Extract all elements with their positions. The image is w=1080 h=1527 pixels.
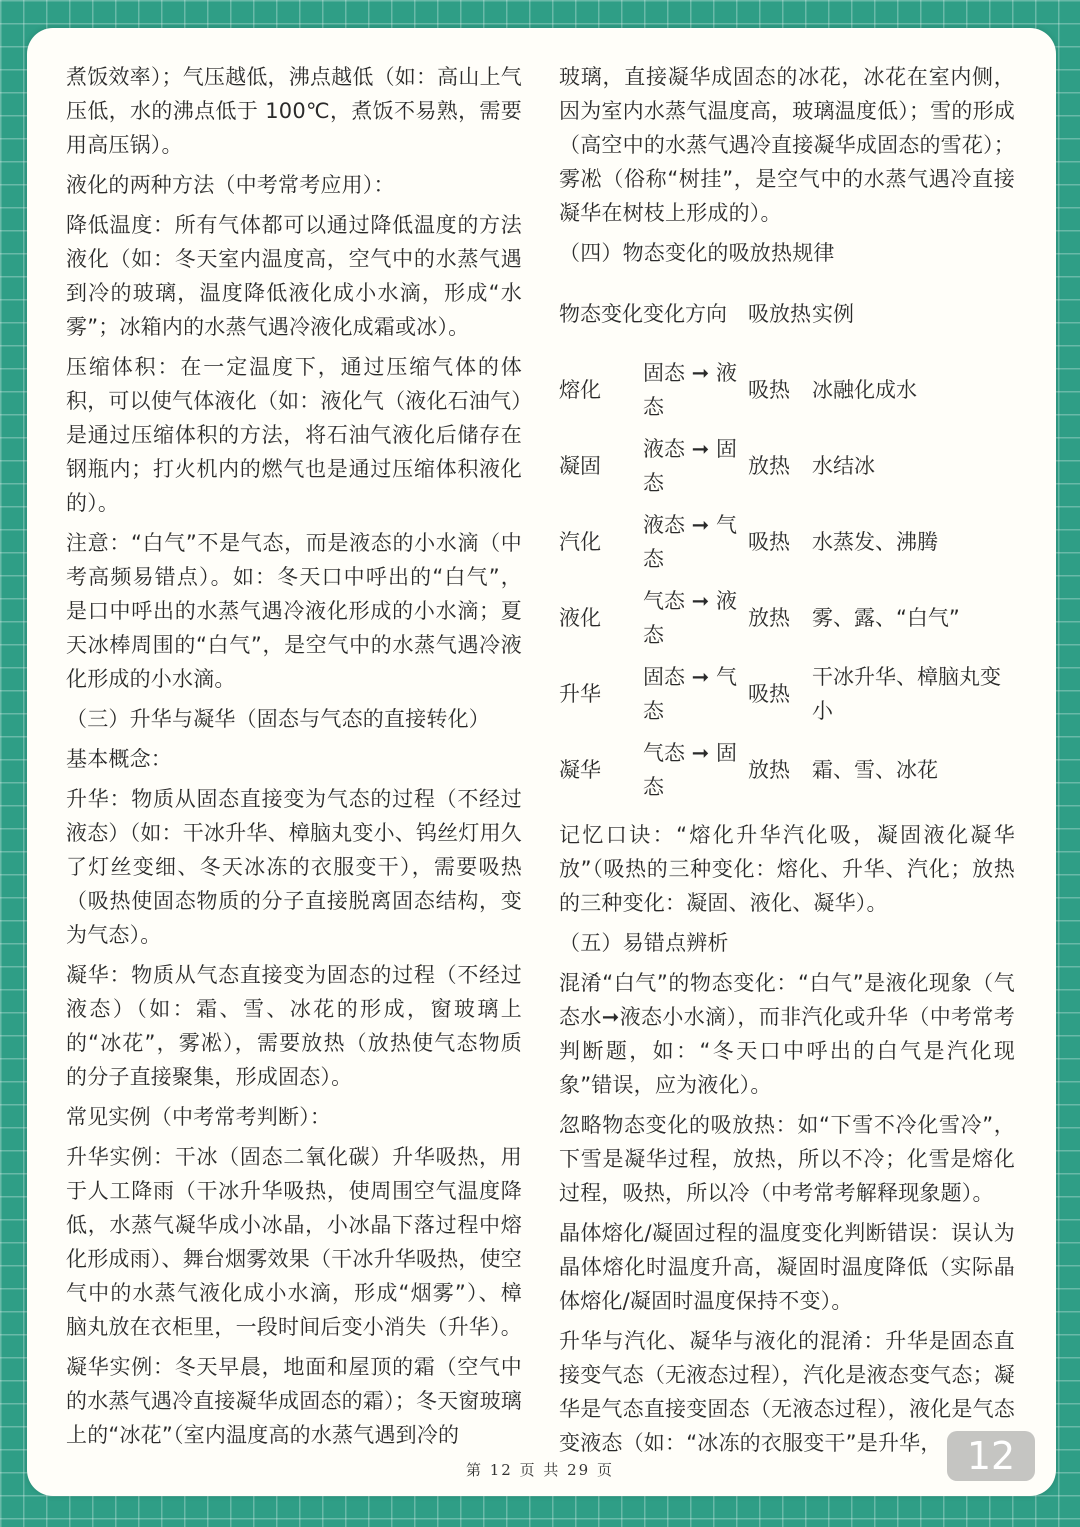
table-cell-direction: 液态 ➞ 气态 — [643, 513, 737, 571]
phase-change-table — [559, 276, 1017, 808]
left-column — [66, 60, 522, 1458]
table-cell-example: 干冰升华、樟脑丸变小 — [812, 665, 1001, 723]
table-cell-heat: 放热 — [748, 454, 790, 478]
table-header-change: 物态变化 — [559, 302, 643, 326]
table-cell-change: 熔化 — [559, 378, 601, 402]
section-heading-sublimation: （三）升华与凝华（固态与气态的直接转化） — [66, 707, 490, 731]
table-row — [559, 352, 1017, 428]
table-cell-direction: 固态 ➞ 气态 — [643, 665, 737, 723]
table-cell-example: 雾、露、“白气” — [812, 606, 960, 630]
right-column — [559, 60, 1015, 1466]
table-cell-change: 升华 — [559, 682, 601, 706]
paragraph-boiling-pressure: 煮饭效率）；气压越低，沸点越低（如：高山上气压低，水的沸点低于 100℃，煮饭不易熟，需要用高压锅）。 — [66, 65, 522, 157]
table-row — [559, 656, 1017, 732]
table-header-example: 实例 — [812, 302, 854, 326]
table-cell-heat: 吸热 — [748, 530, 790, 554]
page-number-badge: 12 — [947, 1431, 1035, 1481]
table-cell-change: 凝固 — [559, 454, 601, 478]
table-header-row — [559, 276, 1017, 352]
paragraph-deposition-definition: 凝华：物质从气态直接变为固态的过程（不经过液态）（如：霜、雪、冰花的形成，窗玻璃上的“冰花”，雾凇），需要放热（放热使气态物质的分子直接聚集，形成固态）。 — [66, 963, 522, 1089]
table-cell-example: 冰融化成水 — [812, 378, 917, 402]
table-cell-direction: 液态 ➞ 固态 — [643, 437, 737, 495]
table-cell-direction: 气态 ➞ 液态 — [643, 589, 737, 647]
table-cell-change: 汽化 — [559, 530, 601, 554]
table-cell-example: 水结冰 — [812, 454, 875, 478]
paragraph-white-gas-note: 注意：“白气”不是气态，而是液态的小水滴（中考高频易错点）。如：冬天口中呼出的“白气”，是口中呼出的水蒸气遇冷液化形成的小水滴；夏天冰棒周围的“白气”，是空气中的水蒸气遇冷液化形成的小水滴。 — [66, 531, 522, 691]
heading-common-examples: 常见实例（中考常考判断）： — [66, 1105, 332, 1129]
table-cell-example: 水蒸发、沸腾 — [812, 530, 938, 554]
paragraph-mistake-crystal: 晶体熔化/凝固过程的温度变化判断错误：误认为晶体熔化时温度升高，凝固时温度降低（实际晶体熔化/凝固时温度保持不变）。 — [559, 1221, 1015, 1313]
table-row — [559, 732, 1017, 808]
table-cell-heat: 放热 — [748, 606, 790, 630]
paragraph-compress-volume: 压缩体积：在一定温度下，通过压缩气体的体积，可以使气体液化（如：液化气（液化石油气）是通过压缩体积的方法，将石油气液化后储存在钢瓶内；打火机内的燃气也是通过压缩体积液化的）。 — [66, 355, 522, 515]
table-cell-direction: 固态 ➞ 液态 — [643, 361, 737, 419]
table-cell-direction: 气态 ➞ 固态 — [643, 741, 737, 799]
table-header-heat: 吸放热 — [748, 302, 811, 326]
table-cell-example: 霜、雪、冰花 — [812, 758, 938, 782]
paragraph-sublimation-examples: 升华实例：干冰（固态二氧化碳）升华吸热，用于人工降雨（干冰升华吸热，使周围空气温度降低，水蒸气凝华成小冰晶，小冰晶下落过程中熔化形成雨）、舞台烟雾效果（干冰升华吸热，使空气中的水蒸气液化成小水滴，形成“烟雾”）、樟脑丸放在衣柜里，一段时间后变小消失（升华）。 — [66, 1145, 522, 1339]
table-cell-heat: 吸热 — [748, 682, 790, 706]
paragraph-mistake-white-gas: 混淆“白气”的物态变化：“白气”是液化现象（气态水➞液态小水滴），而非汽化或升华（中考常考判断题，如：“冬天口中呼出的白气是汽化现象”错误，应为液化）。 — [559, 971, 1015, 1097]
table-header-direction: 变化方向 — [643, 302, 727, 326]
page-footer: 第 12 页 共 29 页 — [465, 1461, 614, 1479]
heading-basic-concepts: 基本概念： — [66, 747, 172, 771]
paragraph-deposition-continued: 玻璃，直接凝华成固态的冰花，冰花在室内侧，因为室内水蒸气温度高，玻璃温度低）；雪的形成（高空中的水蒸气遇冷直接凝华成固态的雪花）；雾凇（俗称“树挂”，是空气中的水蒸气遇冷直接凝华在树枝上形成的）。 — [559, 65, 1015, 225]
table-cell-change: 液化 — [559, 606, 601, 630]
paragraph-mistake-sublimation: 升华与汽化、凝华与液化的混淆：升华是固态直接变气态（无液态过程），汽化是液态变气态；凝华是气态直接变固态（无液态过程），液化是气态变液态（如：“冰冻的衣服变干”是升华， — [559, 1329, 1015, 1455]
table-row — [559, 504, 1017, 580]
paragraph-mistake-heat: 忽略物态变化的吸放热：如“下雪不冷化雪冷”，下雪是凝华过程，放热，所以不冷；化雪是熔化过程，吸热，所以冷（中考常考解释现象题）。 — [559, 1113, 1015, 1205]
table-cell-change: 凝华 — [559, 758, 601, 782]
section-heading-heat-rules: （四）物态变化的吸放热规律 — [559, 241, 835, 265]
heading-liquefaction-methods: 液化的两种方法（中考常考应用）： — [66, 173, 395, 197]
paragraph-sublimation-definition: 升华：物质从固态直接变为气态的过程（不经过液态）（如：干冰升华、樟脑丸变小、钨丝灯用久了灯丝变细、冬天冰冻的衣服变干），需要吸热（吸热使固态物质的分子直接脱离固态结构，变为气态）。 — [66, 787, 522, 947]
table-cell-heat: 放热 — [748, 758, 790, 782]
paragraph-deposition-examples: 凝华实例：冬天早晨，地面和屋顶的霜（空气中的水蒸气遇冷直接凝华成固态的霜）；冬天窗玻璃上的“冰花”（室内温度高的水蒸气遇到冷的 — [66, 1355, 522, 1447]
section-heading-common-mistakes: （五）易错点辨析 — [559, 931, 729, 955]
table-row — [559, 428, 1017, 504]
paragraph-lower-temperature: 降低温度：所有气体都可以通过降低温度的方法液化（如：冬天室内温度高，空气中的水蒸气遇到冷的玻璃，温度降低液化成小水滴，形成“水雾”；冰箱内的水蒸气遇冷液化成霜或冰）。 — [66, 213, 522, 339]
table-row — [559, 580, 1017, 656]
table-cell-heat: 吸热 — [748, 378, 790, 402]
paragraph-memory-rhyme: 记忆口诀：“熔化升华汽化吸，凝固液化凝华放”（吸热的三种变化：熔化、升华、汽化；放热的三种变化：凝固、液化、凝华）。 — [559, 823, 1015, 915]
